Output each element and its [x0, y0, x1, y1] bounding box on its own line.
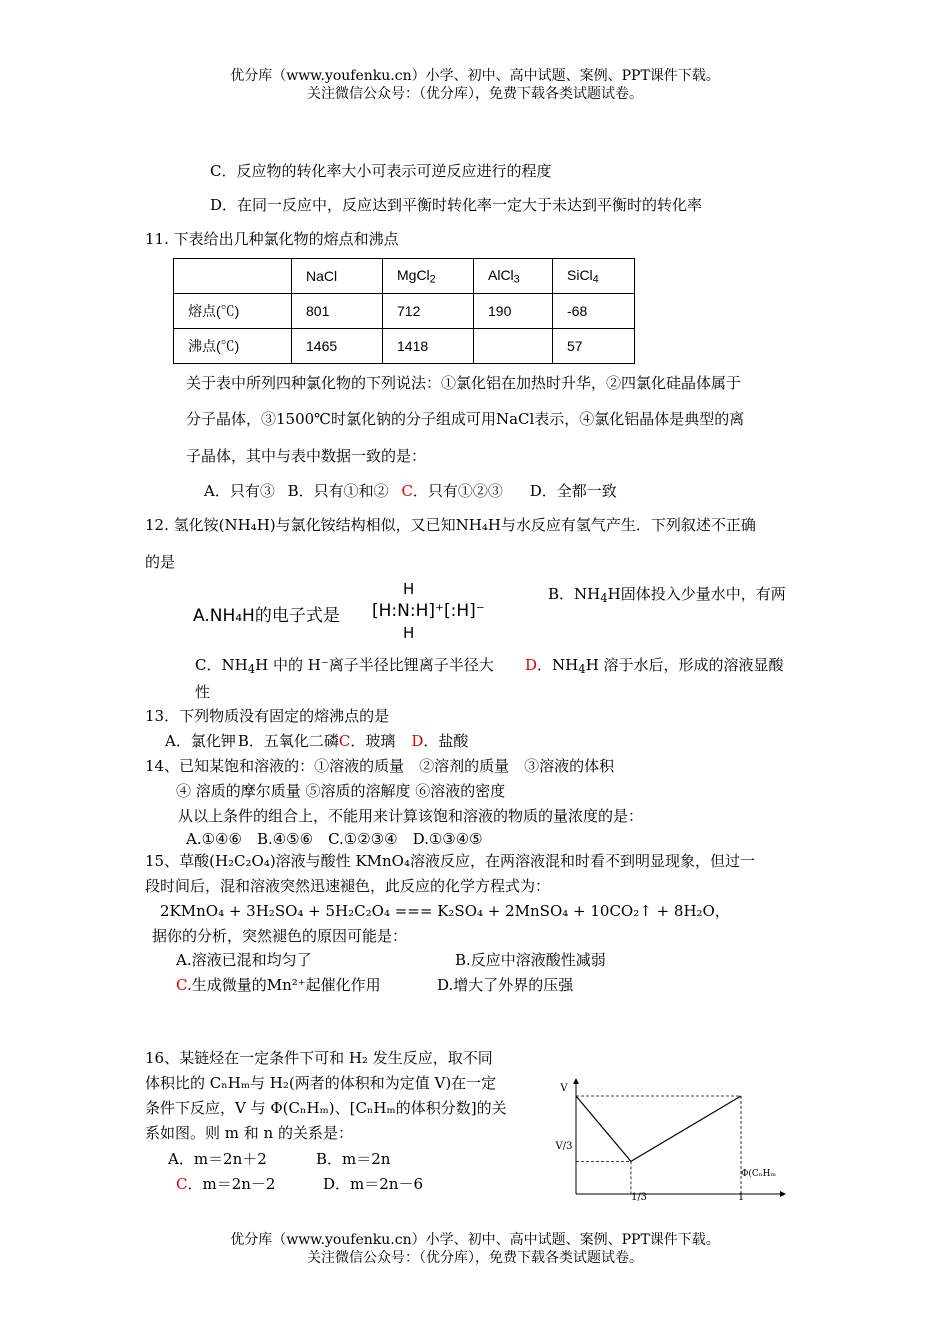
table-cell: 801 — [292, 294, 383, 329]
page-header-line1: 优分库（www.youfenku.cn）小学、初中、高中试题、案例、PPT课件下载。 — [230, 68, 720, 84]
q16-stem-2: 体积比的 CₙHₘ与 H₂(两者的体积和为定值 V)在一定 — [145, 1074, 497, 1092]
q16-option-d: D．m＝2n－6 — [323, 1175, 423, 1193]
q12-stem-1: 12. 氢化铵(NH₄H)与氯化铵结构相似，又已知NH₄H与水反应有氢气产生．下列叙述不正确 — [145, 516, 756, 534]
q15-option-d: D.增大了外界的压强 — [437, 976, 574, 994]
q12-option-d: D．$NH_4H$ 溶于水后，形成的溶液显酸 — [525, 656, 784, 676]
q13-options — [165, 731, 468, 751]
q16-stem-1: 16、某链烃在一定条件下可和 H₂ 发生反应，取不同 — [145, 1049, 493, 1067]
q11-stem: 11. 下表给出几种氯化物的熔点和沸点 — [145, 230, 399, 248]
y-axis-arrow — [573, 1078, 579, 1084]
chloride-table — [173, 258, 635, 364]
q10-option-c: C．反应物的转化率大小可表示可逆反应进行的程度 — [210, 162, 552, 180]
x-tick-label: 1/3 — [630, 1192, 648, 1203]
q12-stem-2: 的是 — [145, 553, 176, 571]
q15-question: 据你的分析，突然褪色的原因可能是： — [152, 927, 408, 945]
q13-option-c: C．玻璃 — [338, 732, 396, 750]
row-label: 熔点(℃) — [174, 294, 292, 329]
table-cell: 190 — [474, 294, 553, 329]
q13-option-d: D．盐酸 — [411, 732, 469, 750]
q14-line-3: 从以上条件的组合上，不能用来计算该饱和溶液的物质的量浓度的是： — [178, 807, 644, 825]
q11-desc-1: 关于表中所列四种氯化物的下列说法：①氯化铝在加热时升华，②四氯化硅晶体属于 — [186, 374, 742, 392]
q14-stem: 14、已知某饱和溶液的：①溶液的质量 ②溶剂的质量 ③溶液的体积 — [145, 757, 615, 775]
page-footer-line1: 优分库（www.youfenku.cn）小学、初中、高中试题、案例、PPT课件下载。 — [230, 1232, 720, 1248]
q12-option-a-text: A.NH₄H的电子式是 — [193, 606, 340, 626]
q15-option-c: C.生成微量的Mn²⁺起催化作用 — [176, 976, 381, 994]
q16-stem-3: 条件下反应，V 与 Φ(CₙHₘ)、[CₙHₘ的体积分数]的关 — [145, 1099, 507, 1117]
y-tick-label: V/3 — [555, 1141, 573, 1152]
q11-option-d: D．全都一致 — [529, 482, 617, 500]
table-row — [174, 294, 635, 329]
table-header-row — [174, 259, 635, 294]
q15-option-a: A.溶液已混和均匀了 — [176, 951, 312, 969]
q12-formula-top-h: H — [403, 580, 415, 598]
y-axis-label: V — [560, 1083, 568, 1094]
x-axis-label: Φ(CₙHₘ — [741, 1169, 777, 1179]
q16-chart — [548, 1070, 798, 1205]
x-axis-arrow — [780, 1191, 786, 1197]
table-header-cell: SiCl$_4$ — [553, 259, 635, 294]
q11-desc-3: 子晶体，其中与表中数据一致的是： — [186, 447, 427, 465]
q14-line-2: ④ 溶质的摩尔质量 ⑤溶质的溶解度 ⑥溶液的密度 — [176, 782, 506, 800]
q15-stem-1: 15、草酸(H₂C₂O₄)溶液与酸性 KMnO₄溶液反应，在两溶液混和时看不到明显现象，但过一 — [145, 852, 755, 870]
table-header-cell: MgCl$_2$ — [383, 259, 474, 294]
q13-option-a: A．氯化钾 — [165, 732, 236, 750]
table-cell — [474, 329, 553, 364]
q12-option-d-cont: 性 — [195, 683, 211, 701]
q15-option-b: B.反应中溶液酸性减弱 — [455, 951, 606, 969]
x-tick-label: 1 — [737, 1192, 745, 1203]
q13-option-b: B．五氧化二磷 — [237, 732, 339, 750]
q12-formula-bottom-h: H — [403, 624, 415, 642]
q15-equation: 2KMnO₄ + 3H₂SO₄ + 5H₂C₂O₄ === K₂SO₄ + 2MnSO₄ + 10CO₂↑ + 8H₂O， — [160, 902, 730, 920]
table-cell: -68 — [553, 294, 635, 329]
series-line — [576, 1096, 741, 1161]
q16-stem-4: 系如图。则 m 和 n 的关系是： — [145, 1124, 353, 1142]
q15-stem-2: 段时间后，混和溶液突然迅速褪色，此反应的化学方程式为： — [145, 877, 551, 895]
q14-options: A.①④⑥ B.④⑤⑥ C.①②③④ D.①③④⑤ — [186, 830, 483, 848]
q11-option-a: A．只有③ — [204, 482, 275, 500]
q11-option-c: C．只有①②③ — [401, 482, 503, 500]
page-header-line2: 关注微信公众号：（优分库），免费下载各类试题试卷。 — [307, 86, 643, 102]
table-cell: 1465 — [292, 329, 383, 364]
q16-option-c: C．m＝2n－2 — [176, 1175, 276, 1193]
q12-electron-formula: [H:N:H]⁺[:H]⁻ — [372, 601, 485, 621]
q13-stem: 13．下列物质没有固定的熔沸点的是 — [145, 707, 390, 725]
table-header-cell: NaCl — [292, 259, 383, 294]
q12-option-c: C．$NH_4H$ 中的 H⁻离子半径比锂离子半径大 — [195, 656, 494, 676]
table-cell: 712 — [383, 294, 474, 329]
q11-desc-2: 分子晶体，③1500℃时氯化钠的分子组成可用NaCl表示，④氯化铝晶体是典型的离 — [186, 410, 745, 428]
q10-option-d: D．在同一反应中，反应达到平衡时转化率一定大于未达到平衡时的转化率 — [210, 196, 703, 214]
q11-option-b: B．只有①和② — [287, 482, 389, 500]
q16-option-b: B．m＝2n — [316, 1150, 391, 1168]
q12-option-b: B．$NH_4H$固体投入少量水中，有两 — [548, 585, 786, 605]
row-label: 沸点(℃) — [174, 329, 292, 364]
page-footer-line2: 关注微信公众号：（优分库），免费下载各类试题试卷。 — [307, 1250, 643, 1266]
table-header-cell — [174, 259, 292, 294]
q11-options — [204, 481, 617, 501]
q16-option-a: A．m＝2n＋2 — [168, 1150, 267, 1168]
table-row — [174, 329, 635, 364]
table-cell: 1418 — [383, 329, 474, 364]
table-header-cell: AlCl$_3$ — [474, 259, 553, 294]
table-cell: 57 — [553, 329, 635, 364]
